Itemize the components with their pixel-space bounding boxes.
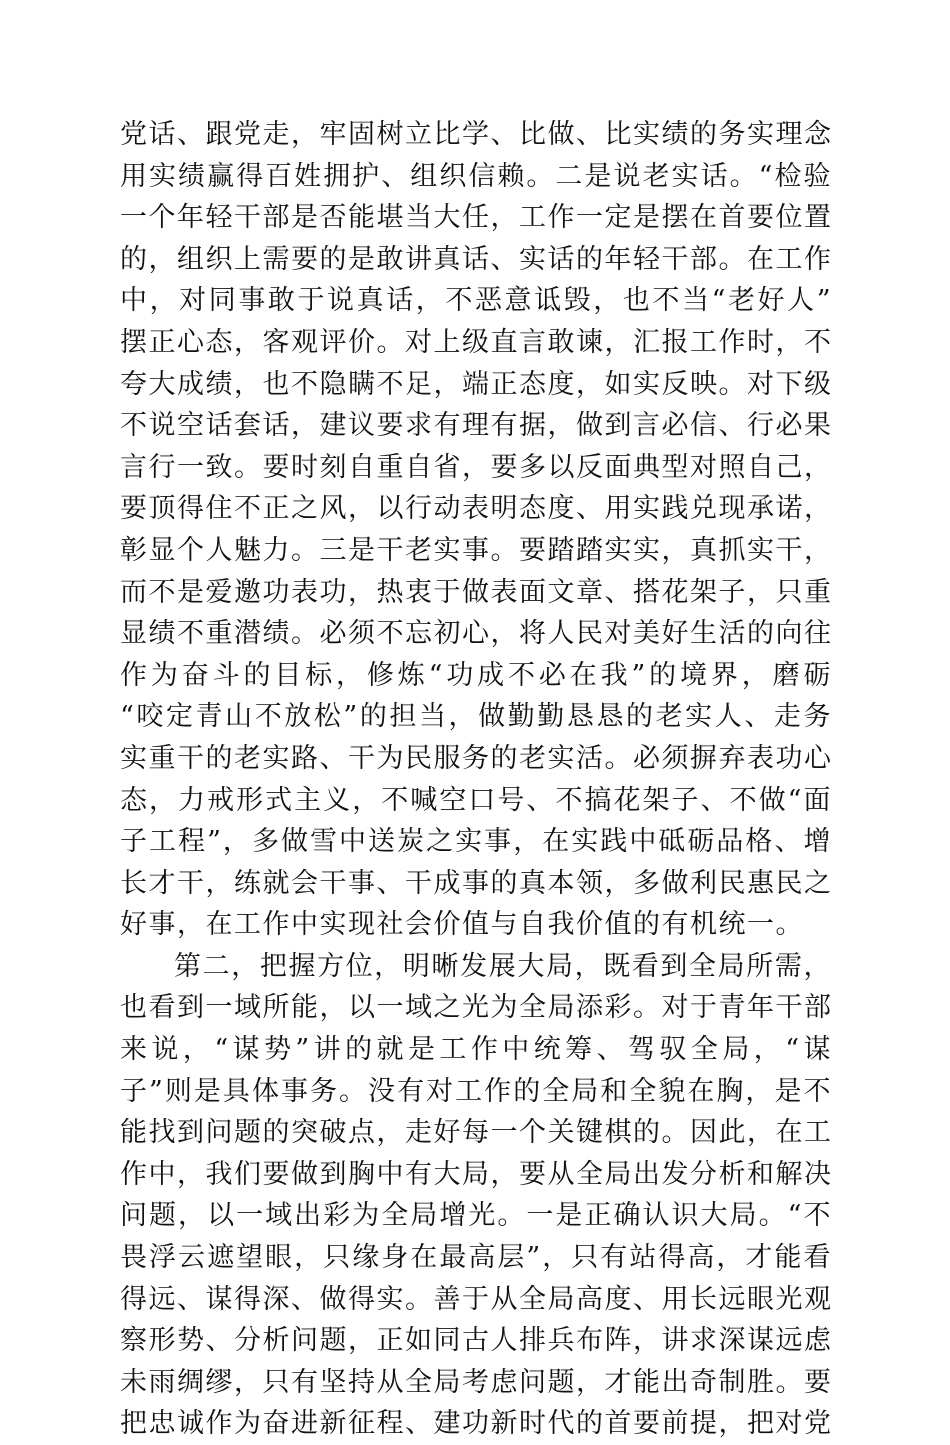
text-line: 畏浮云遮望眼，只缘身在最高层”，只有站得高，才能看: [120, 1242, 832, 1274]
text-line: 言行一致。要时刻自重自省，要多以反面典型对照自己，: [120, 451, 833, 483]
text-line: 也看到一域所能，以一域之光为全局添彩。对于青年干部: [120, 992, 833, 1024]
text-line: 不说空话套话，建议要求有理有据，做到言必信、行必果: [120, 410, 833, 442]
text-line: 彰显个人魅力。三是干老实事。要踏踏实实，真抓实干，: [120, 534, 833, 566]
text-line: 夸大成绩，也不隐瞒不足，端正态度，如实反映。对下级: [120, 368, 833, 400]
paragraph-first-line: 第二，把握方位，明晰发展大局，既看到全局所需，: [174, 950, 832, 982]
text-line: 作为奋斗的目标，修炼“功成不必在我”的境界，磨砺: [120, 659, 832, 691]
text-line: 作中，我们要做到胸中有大局，要从全局出发分析和解决: [120, 1158, 833, 1190]
text-line: 未雨绸缪，只有坚持从全局考虑问题，才能出奇制胜。要: [120, 1366, 833, 1398]
text-line: 用实绩赢得百姓拥护、组织信赖。二是说老实话。“检验: [120, 160, 832, 192]
text-line: 中，对同事敢于说真话，不恶意诋毁，也不当“老好人”: [120, 285, 832, 317]
paragraph-last-line: 好事，在工作中实现社会价值与自我价值的有机统一。: [120, 909, 804, 941]
text-line: 得远、谋得深、做得实。善于从全局高度、用长远眼光观: [120, 1283, 833, 1315]
text-line: 显绩不重潜绩。必须不忘初心，将人民对美好生活的向往: [120, 618, 833, 650]
text-line: 子工程”，多做雪中送炭之实事，在实践中砥砺品格、增: [120, 826, 832, 858]
text-line: 党话、跟党走，牢固树立比学、比做、比实绩的务实理念: [120, 119, 833, 150]
text-line: 要顶得住不正之风，以行动表明态度、用实践兑现承诺，: [120, 493, 833, 525]
text-line: 摆正心态，客观评价。对上级直言敢谏，汇报工作时，不: [120, 326, 833, 358]
text-line: 问题，以一域出彩为全局增光。一是正确认识大局。“不: [120, 1200, 832, 1232]
text-line: 态，力戒形式主义，不喊空口号、不搞花架子、不做“面: [120, 784, 832, 816]
text-line: 子”则是具体事务。没有对工作的全局和全貌在胸，是不: [120, 1075, 832, 1107]
text-line: 把忠诚作为奋进新征程、建功新时代的首要前提，把对党: [120, 1408, 833, 1440]
text-line: 一个年轻干部是否能堪当大任，工作一定是摆在首要位置: [120, 202, 833, 234]
text-line: 察形势、分析问题，正如同古人排兵布阵，讲求深谋远虑: [120, 1325, 833, 1357]
text-line: 能找到问题的突破点，走好每一个关键棋的。因此，在工: [120, 1117, 833, 1149]
text-line: 来说，“谋势”讲的就是工作中统筹、驾驭全局，“谋: [120, 1034, 832, 1066]
text-line: 的，组织上需要的是敢讲真话、实话的年轻干部。在工作: [120, 243, 833, 275]
text-line: 而不是爱邀功表功，热衷于做表面文章、搭花架子，只重: [120, 576, 833, 608]
body-text: [120, 114, 832, 1445]
text-line: “咬定青山不放松”的担当，做勤勤恳恳的老实人、走务: [120, 701, 832, 733]
text-line: 长才干，练就会干事、干成事的真本领，多做利民惠民之: [120, 867, 833, 899]
text-line: 实重干的老实路、干为民服务的老实活。必须摒弃表功心: [120, 742, 833, 774]
